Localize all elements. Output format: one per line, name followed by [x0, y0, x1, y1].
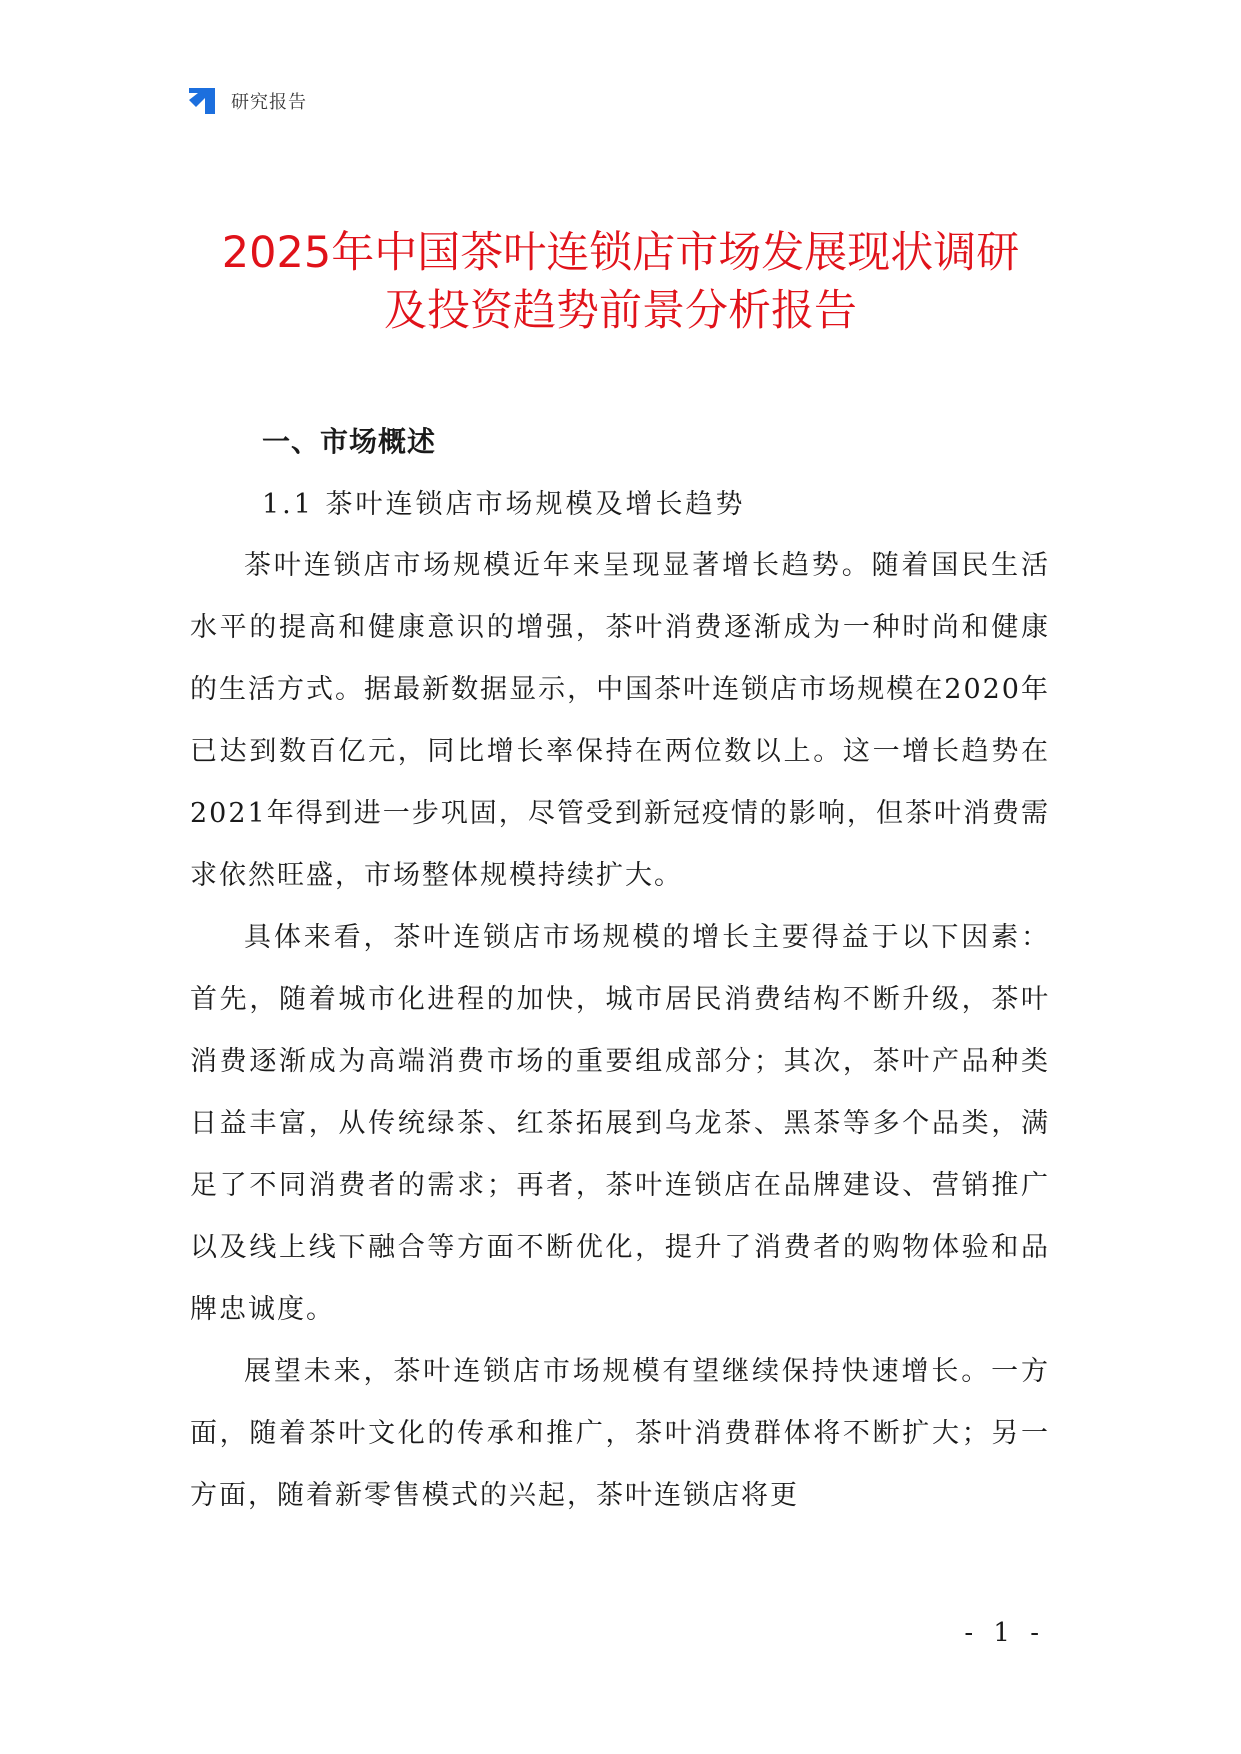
header-label: 研究报告	[231, 92, 307, 113]
paragraph: 展望未来，茶叶连锁店市场规模有望继续保持快速增长。一方面，随着茶叶文化的传承和推广，茶叶消费群体将不断扩大；另一方面，随着新零售模式的兴起，茶叶连锁店将更	[190, 1356, 1050, 1511]
section-heading: 一、市场概述	[262, 425, 437, 458]
document-title	[150, 224, 1091, 340]
page-number: - 1 -	[964, 1618, 1045, 1648]
body-text	[190, 535, 1050, 1527]
paragraph: 具体来看，茶叶连锁店市场规模的增长主要得益于以下因素：首先，随着城市化进程的加快，城市居民消费结构不断升级，茶叶消费逐渐成为高端消费市场的重要组成部分；其次，茶叶产品种类日益丰富，从传统绿茶、红茶拓展到乌龙茶、黑茶等多个品类，满足了不同消费者的需求；再者，茶叶连锁店在品牌建设、营销推广以及线上线下融合等方面不断优化，提升了消费者的购物体验和品牌忠诚度。	[190, 922, 1050, 1325]
subsection-heading: 1.1 茶叶连锁店市场规模及增长趋势	[262, 489, 746, 520]
paragraph: 茶叶连锁店市场规模近年来呈现显著增长趋势。随着国民生活水平的提高和健康意识的增强，茶叶消费逐渐成为一种时尚和健康的生活方式。据最新数据显示，中国茶叶连锁店市场规模在2020年已达到数百亿元，同比增长率保持在两位数以上。这一增长趋势在2021年得到进一步巩固，尽管受到新冠疫情的影响，但茶叶消费需求依然旺盛，市场整体规模持续扩大。	[190, 550, 1050, 891]
report-header	[187, 86, 307, 116]
title-line-1: 2025年中国茶叶连锁店市场发展现状调研	[221, 228, 1020, 278]
title-line-2: 及投资趋势前景分析报告	[384, 286, 857, 336]
arrow-logo-icon	[187, 86, 217, 116]
